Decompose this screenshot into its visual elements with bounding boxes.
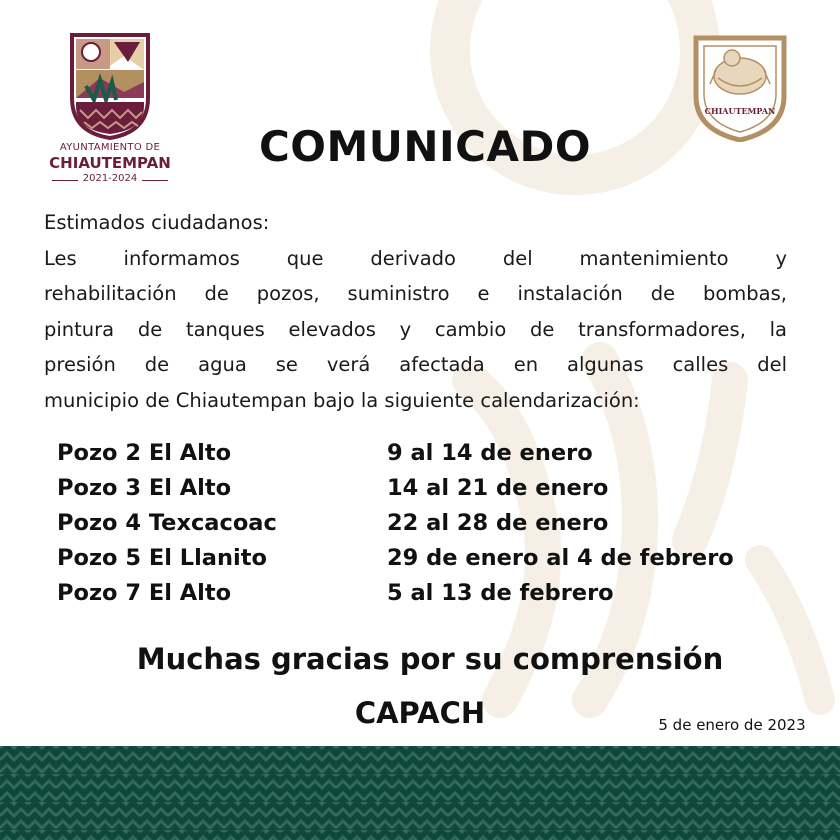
municipal-logo [40,30,180,190]
schedule-well: Pozo 3 El Alto [57,475,232,501]
schedule-list [57,440,797,615]
schedule-well: Pozo 5 El Llanito [57,545,267,571]
schedule-dates: 22 al 28 de enero [387,510,609,536]
municipal-shield-icon [40,30,180,140]
intro-line: presión de agua se verá afectada en algunas calles del [44,353,787,376]
intro-line: municipio de Chiautempan bajo la siguiente calendarización: [44,388,640,412]
intro-line: Estimados ciudadanos: [44,211,270,234]
intro-paragraph [44,205,787,418]
schedule-well: Pozo 2 El Alto [57,440,232,466]
footer-pattern [0,746,840,840]
schedule-dates: 5 al 13 de febrero [387,580,614,606]
schedule-well: Pozo 4 Texcacoac [57,510,277,536]
publish-date: 5 de enero de 2023 [658,716,806,734]
schedule-row [57,545,797,580]
capach-shield-icon [692,34,788,142]
schedule-dates: 9 al 14 de enero [387,440,593,466]
municipal-logo-line2: CHIAUTEMPAN [49,154,171,172]
schedule-row [57,510,797,545]
logo-rule-right [142,180,168,181]
municipal-logo-line1: AYUNTAMIENTO DE [59,142,161,153]
schedule-row [57,440,797,475]
schedule-dates: 14 al 21 de enero [387,475,609,501]
schedule-row [57,475,797,510]
capach-logo [692,34,788,144]
page-title: COMUNICADO [258,122,592,171]
schedule-row [57,580,797,615]
municipal-logo-line3: 2021-2024 [82,173,138,184]
organization-name: CAPACH [354,696,486,730]
capach-logo-label: CHIAUTEMPAN [704,106,776,116]
intro-line: Les informamos que derivado del mantenimiento y [44,246,787,270]
intro-line: pintura de tanques elevados y cambio de transformadores, la [44,317,787,341]
thanks-message: Muchas gracias por su comprensión [136,642,724,676]
intro-line: rehabilitación de pozos, suministro e instalación de bombas, [44,282,787,305]
schedule-well: Pozo 7 El Alto [57,580,232,606]
schedule-dates: 29 de enero al 4 de febrero [387,545,734,571]
